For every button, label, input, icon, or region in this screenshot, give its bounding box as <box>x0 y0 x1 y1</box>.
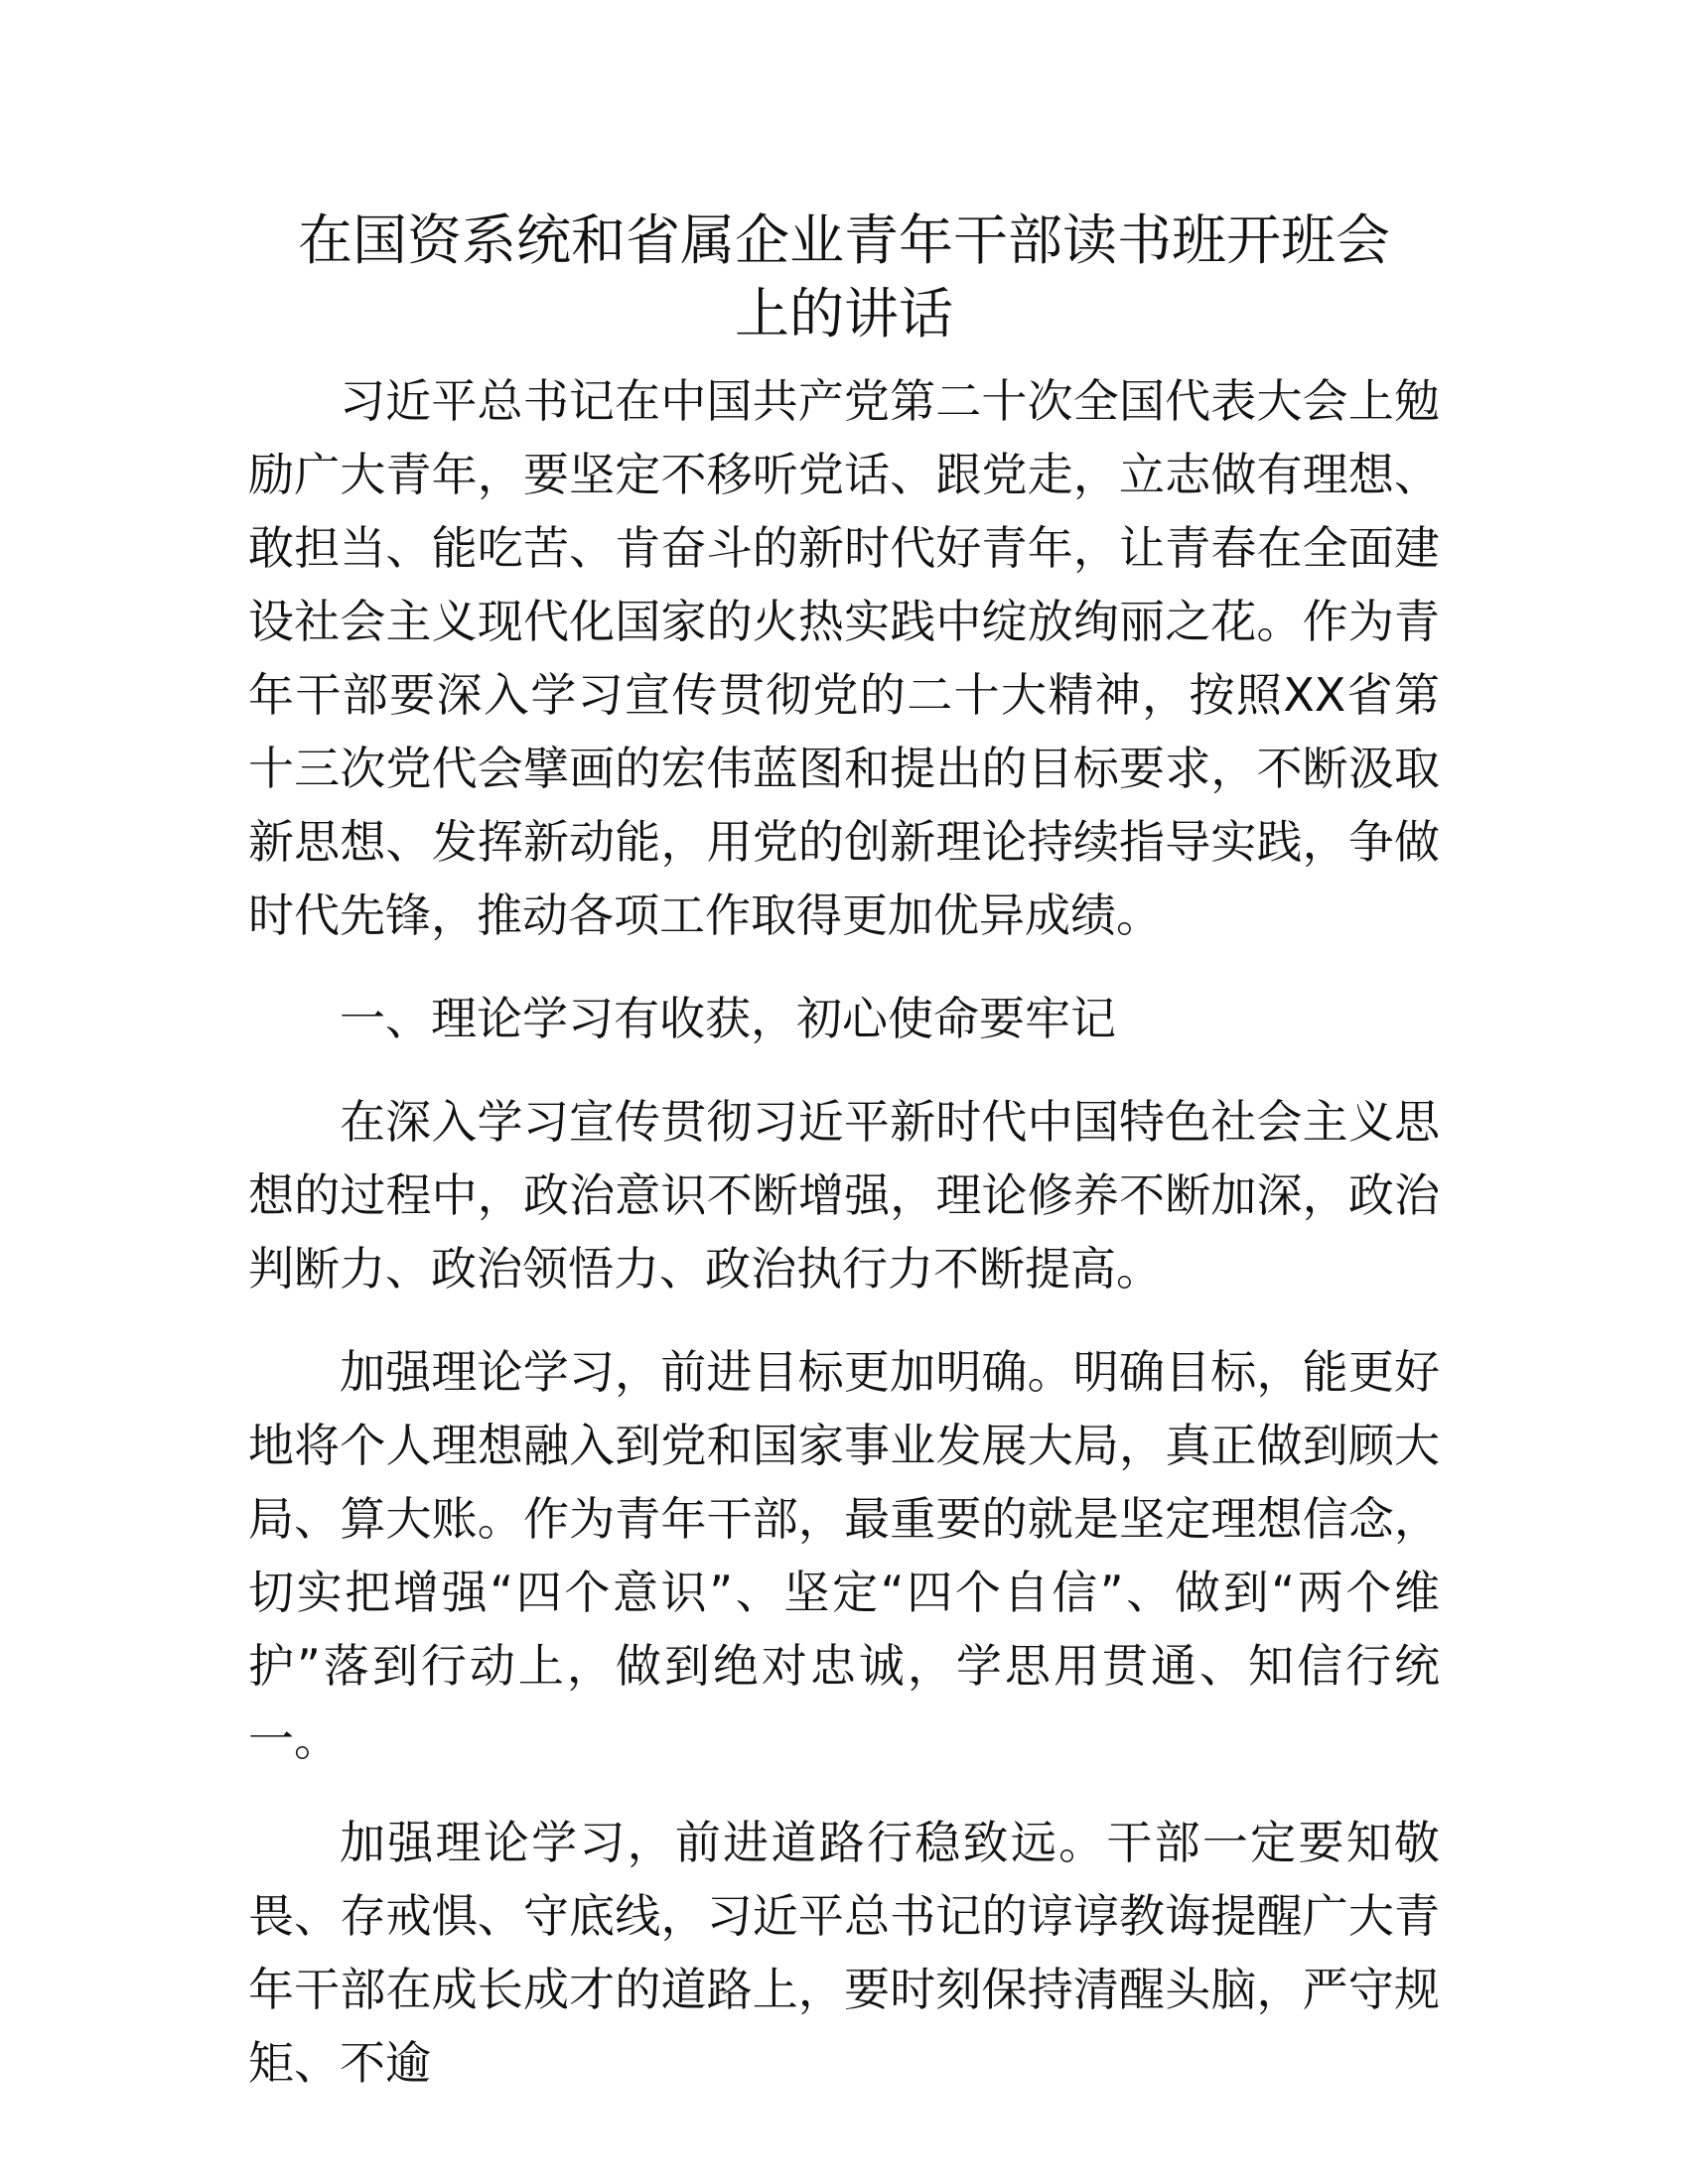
title-line-1: 在国资系统和省属企业青年干部读书班开班会 <box>297 208 1390 272</box>
title-line-2: 上的讲话 <box>734 282 953 345</box>
paragraph-intro: 习近平总书记在中国共产党第二十次全国代表大会上勉励广大青年，要坚定不移听党话、跟党走，立志做有理想、敢担当、能吃苦、肯奋斗的新时代好青年，让青春在全面建设社会主义现代化国家的火热实践中绽放绚丽之花。作为青年干部要深入学习宣传贯彻党的二十大精神，按照XX省第十三次党代会擘画的宏伟蓝图和提出的目标要求，不断汲取新思想、发挥新动能，用党的创新理论持续指导实践，争做时代先锋，推动各项工作取得更加优异成绩。 <box>248 374 1440 942</box>
document-page <box>248 204 1440 2100</box>
document-title <box>248 204 1440 350</box>
section-heading-1: 一、理论学习有收获，初心使命要牢记 <box>340 992 1116 1045</box>
paragraph-path: 加强理论学习，前进道路行稳致远。干部一定要知敬畏、存戒惧、守底线，习近平总书记的谆谆教诲提醒广大青年干部在成长成才的道路上，要时刻保持清醒头脑，严守规矩、不逾 <box>248 1816 1440 2090</box>
paragraph-theory: 在深入学习宣传贯彻习近平新时代中国特色社会主义思想的过程中，政治意识不断增强，理论修养不断加深，政治判断力、政治领悟力、政治执行力不断提高。 <box>248 1095 1440 1296</box>
paragraph-goal: 加强理论学习，前进目标更加明确。明确目标，能更好地将个人理想融入到党和国家事业发展大局，真正做到顾大局、算大账。作为青年干部，最重要的就是坚定理想信念，切实把增强“四个意识”、坚定“四个自信”、做到“两个维护”落到行动上，做到绝对忠诚，学思用贯通、知信行统一。 <box>248 1345 1440 1766</box>
